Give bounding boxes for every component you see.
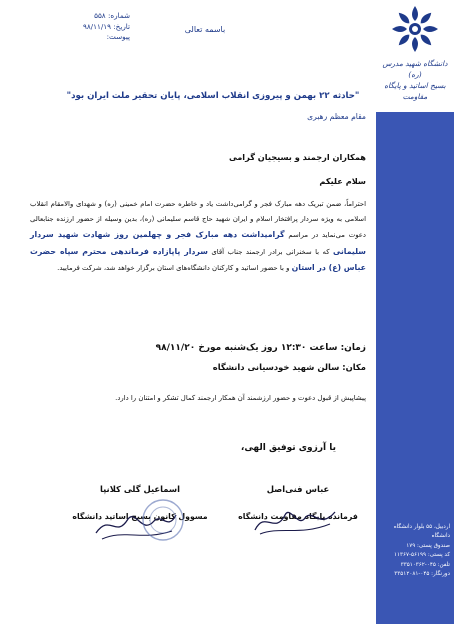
fax: دورنگار: ۰۴۵-۳۳۵۱۲۰۸۱: [394, 571, 450, 578]
official-seal-icon: [140, 497, 186, 543]
slogan-author: مقام معظم رهبری: [307, 112, 366, 121]
org-name-line1: دانشگاه شهید مدرس (ره): [382, 59, 448, 79]
event-time: زمان: ساعت ۱۲:۳۰ روز یک‌شنبه مورخ ۹۸/۱۱/۲۰: [155, 343, 366, 353]
date-value: ۹۸/۱۱/۱۹: [82, 21, 111, 31]
greeting: سلام علیکم: [319, 176, 366, 186]
university-logo-icon: [390, 4, 440, 54]
body-highlight-2: سردار پاپازاده فرماندهی محترم سپاه حضرت عباس (ع) در استان: [30, 246, 366, 272]
addressee: همکاران ارجمند و بسیجیان گرامی: [228, 152, 366, 162]
org-name-line2: بسیج اساتید و پایگاه مقاومت: [384, 81, 446, 101]
body-part-1: احتراماً، ضمن تبریک دهه مبارک فجر و گرامی‌داشت یاد و خاطره حضرت امام خمینی (ره) و شهدای والامقام انقلاب اسلامی به ویژه سردار پرافتخار اسلام و ایران شهید حاج قاسم سلیمانی (ره)، بدین وسیله از حضور ارزنده جنابعالی دعوت می‌نماید در مراسم: [30, 200, 366, 240]
body-part-3: و با حضور اساتید و کارکنان دانشگاه‌های استان برگزار خواهد شد، شرکت فرمایید.: [57, 263, 290, 272]
contact-info: [380, 523, 450, 579]
date-label: تاریخ:: [113, 21, 130, 31]
signer-title: مسوول کانون بسیج اساتید دانشگاه: [72, 512, 208, 521]
number-value: ۵۵۸: [94, 11, 106, 20]
body-part-2: که با سخنرانی برادر ارجمند جناب آقای: [211, 247, 330, 256]
number-label: شماره:: [107, 11, 130, 20]
letter-meta: [44, 11, 130, 43]
postal-code: کد پستی: ۵۶۱۹۹-۱۱۳۶۷: [393, 552, 450, 559]
phone: تلفن: ۰۴۵-۳۳۵۱۰۳۶۲: [400, 561, 450, 568]
body-highlight-1: گرامیداشت دهه مبارک فجر و چهلمین روز شهادت شهید سردار سلیمانی: [30, 230, 366, 256]
event-place: مکان: سالن شهید خودسیانی دانشگاه: [212, 362, 366, 372]
address-line: دانشگاه: [431, 533, 450, 540]
org-name: [378, 58, 452, 102]
signer-name: اسماعیل گلی کلانپا: [99, 484, 180, 494]
attach-label: پیوست:: [106, 32, 130, 41]
basmala: باسمه تعالی: [184, 25, 226, 34]
po-box: صندوق پستی: ۱۷۹: [406, 542, 450, 549]
closing-wish: یا آرزوی توفیق الهی،: [240, 443, 336, 453]
address-line: اردبیل، ۵۵ بلوار دانشگاه: [393, 524, 450, 530]
signature-scribble-icon: [250, 500, 340, 540]
signer-name: عباس فنی‌اصل: [266, 484, 330, 494]
slogan: "حادثه ۲۲ بهمن و پیروزی انقلاب اسلامی، پایان تحقیر ملت ایران بود": [66, 91, 360, 101]
letter-body: [30, 197, 366, 276]
signer-title: فرمانده پایگاه مقاومت دانشگاه: [238, 512, 358, 521]
closing-text: پیشاپیش از قبول دعوت و حضور ارزشمند آن همکار ارجمند کمال تشکر و امتنان را دارد.: [115, 394, 366, 402]
